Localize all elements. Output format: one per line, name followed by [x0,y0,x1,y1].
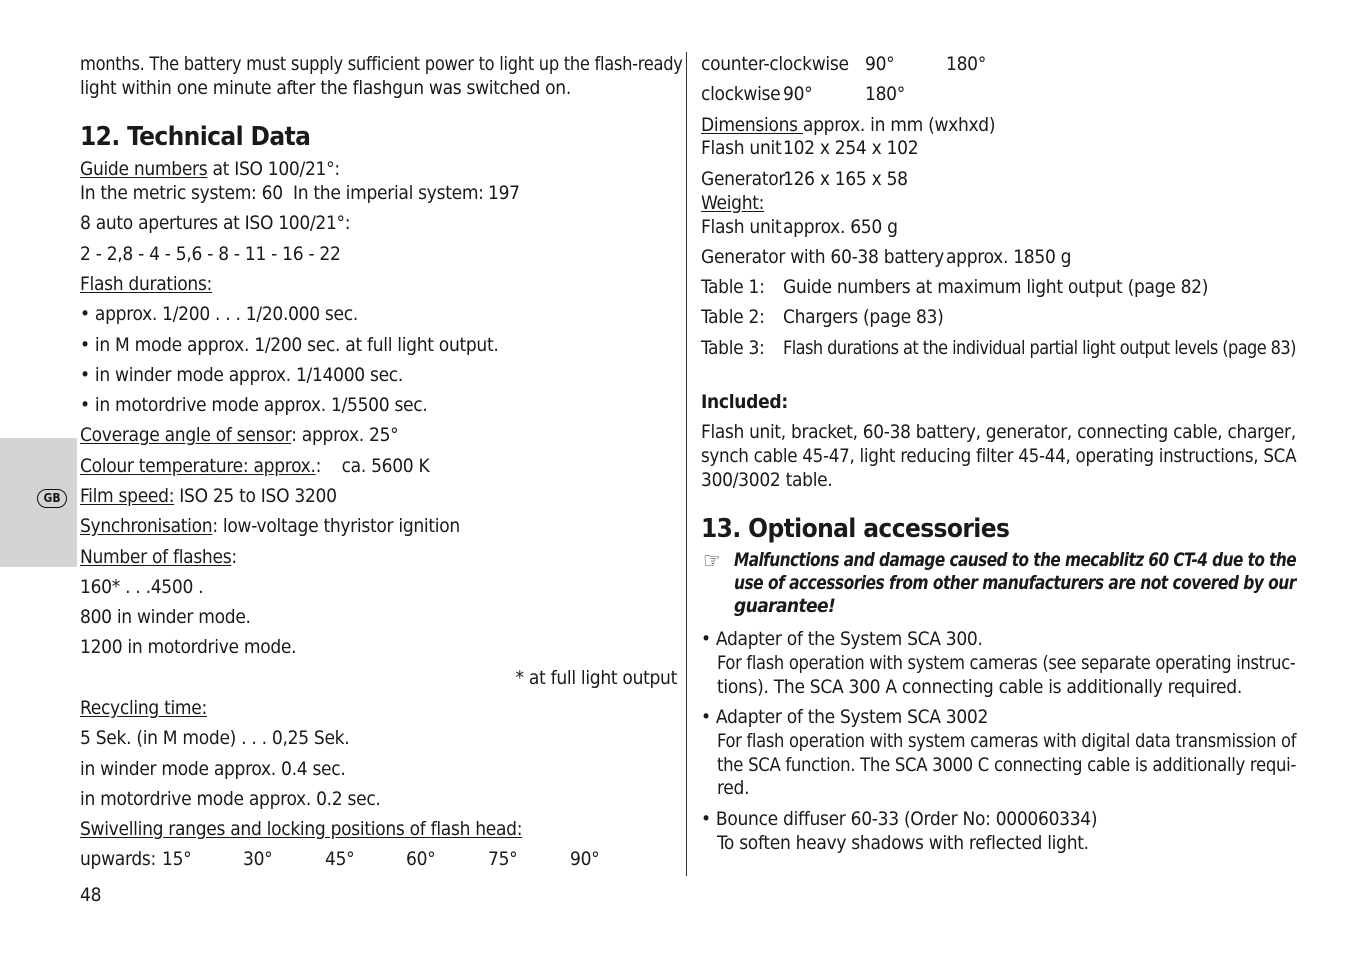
flash-duration-item: • in winder mode approx. 1/14000 sec. [80,364,404,386]
included-label: Included: [701,391,788,413]
flash-unit-wt-value: approx. 650 g [783,216,898,238]
clockwise-value: 90° [783,83,813,105]
accessory-title: • Adapter of the System SCA 300. [701,628,983,650]
table-ref-name: Table 3: [701,337,765,359]
flashes-item: 160* . . .4500 . [80,576,204,598]
flash-durations-label: Flash durations: [80,273,213,295]
included-line: synch cable 45-47, light reducing filter 45-44, operating instructions, SCA [701,445,1297,467]
accessory-line: For flash operation with system cameras (see separate operating instruc- [717,652,1296,674]
heading-technical-data: 12. Technical Data [80,122,311,152]
accessory-line: red. [717,777,750,799]
synchronisation-line [80,514,460,538]
pointing-hand-icon: ☞ [703,549,721,574]
counter-clockwise-value: 90° [865,53,895,75]
page-number: 48 [80,884,102,906]
coverage-angle-value: : approx. 25° [291,424,399,446]
recycling-item: in motordrive mode approx. 0.2 sec. [80,788,381,810]
generator-wt-label: Generator with 60-38 battery [701,246,944,268]
footnote-full-light-output: * at full light output [515,667,677,689]
colour-temperature-line [80,454,429,478]
language-badge-gb: GB [37,489,67,508]
auto-apertures-label: 8 auto apertures at ISO 100/21°: [80,212,351,234]
upwards-value: 30° [243,848,273,870]
counter-clockwise-value: 180° [946,53,986,75]
table-ref-text: Chargers (page 83) [783,306,944,328]
accessory-line: tions). The SCA 300 A connecting cable is additionally required. [717,676,1242,698]
upwards-value: 45° [325,848,355,870]
guide-numbers-rest: at ISO 100/21°: [207,158,340,180]
colour-temperature-value: : ca. 5600 K [315,455,430,477]
film-speed-label: Film speed: [80,485,175,507]
film-speed-line [80,484,337,508]
table-ref-text: Flash durations at the individual partial light output levels (page 83) [783,337,1296,359]
imperial-system-label: In the imperial system: [293,182,484,204]
flash-unit-wt-label: Flash unit [701,216,782,238]
table-ref-text: Guide numbers at maximum light output (page 82) [783,276,1209,298]
generator-dim-value: 126 x 165 x 58 [783,168,908,190]
clockwise-label: clockwise [701,83,781,105]
flash-unit-dim-value: 102 x 254 x 102 [783,137,919,159]
flash-duration-item: • in M mode approx. 1/200 sec. at full light output. [80,334,499,356]
recycling-item: 5 Sek. (in M mode) . . . 0,25 Sek. [80,727,350,749]
warning-line: Malfunctions and damage caused to the mecablitz 60 CT-4 due to the [734,549,1297,571]
flash-duration-item: • in motordrive mode approx. 1/5500 sec. [80,394,428,416]
recycling-time-label: Recycling time: [80,697,207,719]
accessory-title: • Adapter of the System SCA 3002 [701,706,989,728]
colour-temperature-label: Colour temperature: approx. [80,455,316,477]
counter-clockwise-label: counter-clockwise [701,53,849,75]
included-line: Flash unit, bracket, 60-38 battery, generator, connecting cable, charger, [701,421,1296,443]
coverage-angle-line [80,423,398,447]
table-ref-name: Table 2: [701,306,765,328]
flashes-item: 1200 in motordrive mode. [80,636,297,658]
upwards-label: upwards: [80,848,156,870]
upwards-value: 90° [570,848,600,870]
accessory-line: To soften heavy shadows with reflected light. [717,832,1089,854]
column-divider [686,52,687,876]
generator-wt-value: approx. 1850 g [946,246,1072,268]
warning-line: use of accessories from other manufacturers are not covered by our [734,572,1296,594]
synchronisation-label: Synchronisation [80,515,213,537]
accessory-line: For flash operation with system cameras with digital data transmission of [717,730,1297,752]
table-ref-name: Table 1: [701,276,765,298]
upwards-value: 75° [488,848,518,870]
clockwise-value: 180° [865,83,905,105]
synchronisation-value: : low-voltage thyristor ignition [212,515,460,537]
number-of-flashes-line [80,545,237,569]
upwards-value: 60° [406,848,436,870]
upwards-value: 15° [162,848,192,870]
recycling-item: in winder mode approx. 0.4 sec. [80,758,346,780]
imperial-system-value: 197 [488,182,520,204]
accessory-line: the SCA function. The SCA 3000 C connecting cable is additionally requi- [717,754,1297,776]
dimensions-rest: approx. in mm (wxhxd) [802,114,996,136]
included-line: 300/3002 table. [701,469,833,491]
flash-duration-item: • approx. 1/200 . . . 1/20.000 sec. [80,303,358,325]
number-of-flashes-label: Number of flashes [80,546,232,568]
swivel-ranges-label: Swivelling ranges and locking positions of flash head: [80,818,523,840]
dimensions-label: Dimensions [701,114,803,136]
flash-unit-dim-label: Flash unit [701,137,782,159]
intro-line-2: light within one minute after the flashgun was switched on. [80,77,571,99]
intro-line-1: months. The battery must supply sufficient power to light up the flash-ready [80,53,683,75]
aperture-values: 2 - 2,8 - 4 - 5,6 - 8 - 11 - 16 - 22 [80,243,341,265]
guide-numbers-label: Guide numbers [80,158,208,180]
generator-dim-label: Generator [701,168,786,190]
guide-numbers-line [80,157,340,181]
weight-label: Weight: [701,192,765,214]
film-speed-value: ISO 25 to ISO 3200 [174,485,337,507]
heading-optional-accessories: 13. Optional accessories [701,514,1010,544]
dimensions-line [701,113,995,137]
metric-system-value: In the metric system: 60 [80,182,283,204]
number-of-flashes-colon: : [231,546,237,568]
coverage-angle-label: Coverage angle of sensor [80,424,292,446]
warning-line: guarantee! [734,595,836,617]
flashes-item: 800 in winder mode. [80,606,251,628]
accessory-title: • Bounce diffuser 60-33 (Order No: 000060334) [701,808,1098,830]
